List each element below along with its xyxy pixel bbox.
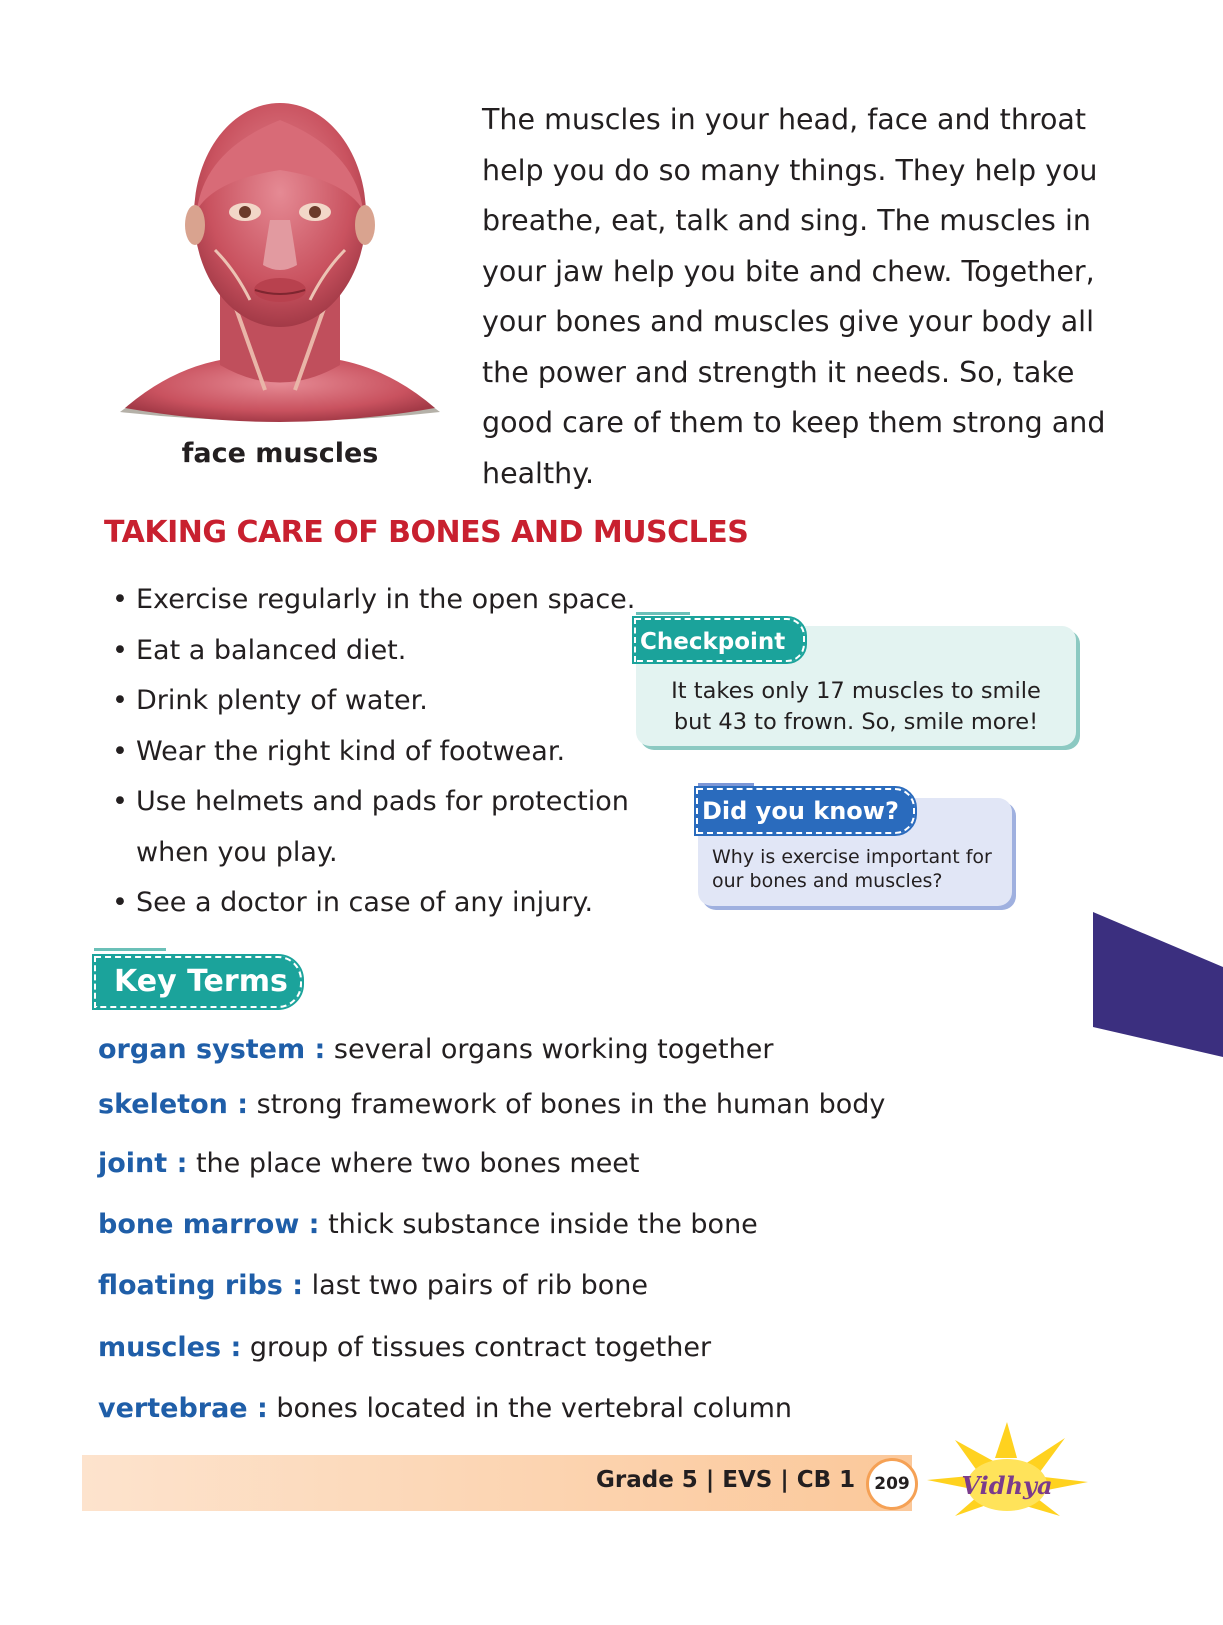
did-you-know-text: our bones and muscles? xyxy=(712,870,943,892)
bullet-icon: • xyxy=(112,584,128,615)
key-term: vertebrae : xyxy=(98,1393,268,1424)
key-term-row xyxy=(98,1148,640,1179)
list-item xyxy=(112,575,672,626)
intro-line: the power and strength it needs. So, take xyxy=(482,355,1075,389)
did-you-know-label: Did you know? xyxy=(696,788,915,834)
intro-line: good care of them to keep them strong and xyxy=(482,406,1106,439)
bullet-icon: • xyxy=(112,735,128,767)
list-item-text: Eat a balanced diet. xyxy=(136,634,407,666)
key-term-row xyxy=(98,1393,792,1424)
intro-line: healthy. xyxy=(482,456,595,490)
list-item-text: Exercise regularly in the open space. xyxy=(136,584,636,615)
key-term-definition: group of tissues contract together xyxy=(241,1332,712,1363)
checkpoint-label: Checkpoint xyxy=(634,618,805,662)
footer-book-info: Grade 5 | EVS | CB 1 xyxy=(596,1467,856,1493)
bullet-icon: • xyxy=(112,634,128,666)
figure-caption: face muscles xyxy=(181,438,379,469)
key-term-definition: last two pairs of rib bone xyxy=(303,1270,648,1301)
key-term: muscles : xyxy=(98,1332,242,1363)
key-term-row xyxy=(98,1270,648,1301)
bullet-icon: • xyxy=(112,887,128,918)
list-item-text: Wear the right kind of footwear. xyxy=(136,735,566,767)
bullet-icon: • xyxy=(112,786,128,817)
checkpoint-text: but 43 to frown. So, smile more! xyxy=(673,709,1039,735)
key-terms-label: Key Terms xyxy=(94,956,302,1008)
list-item-text: Use helmets and pads for protection xyxy=(136,786,629,817)
key-term: bone marrow : xyxy=(98,1209,320,1240)
intro-line: The muscles in your head, face and throat xyxy=(482,103,1087,136)
list-item xyxy=(112,777,672,828)
checkpoint-decoration xyxy=(636,612,690,615)
intro-paragraph xyxy=(482,95,1122,499)
key-term: organ system : xyxy=(98,1034,326,1065)
key-term-row xyxy=(98,1209,758,1240)
page-number: 209 xyxy=(866,1458,918,1510)
key-term-definition: bones located in the vertebral column xyxy=(267,1393,793,1424)
key-term-definition: several organs working together xyxy=(325,1034,774,1065)
list-item xyxy=(112,727,672,778)
vidhya-logo-icon xyxy=(925,1420,1090,1520)
key-term: skeleton : xyxy=(98,1089,249,1120)
key-term-definition: thick substance inside the bone xyxy=(319,1209,758,1240)
did-you-know-text: Why is exercise important for xyxy=(712,846,992,868)
key-term-row xyxy=(98,1332,711,1363)
intro-line: your bones and muscles give your body all xyxy=(482,305,1095,338)
care-tips-list xyxy=(112,575,672,929)
list-item-continuation: when you play. xyxy=(136,836,338,868)
svg-text:Vidhya: Vidhya xyxy=(961,1471,1053,1500)
section-heading: TAKING CARE OF BONES AND MUSCLES xyxy=(104,515,749,550)
bullet-icon: • xyxy=(112,685,128,716)
checkpoint-text: It takes only 17 muscles to smile xyxy=(671,678,1041,704)
list-item xyxy=(112,626,672,677)
intro-line: help you do so many things. They help you xyxy=(482,153,1098,187)
chapter-side-tab xyxy=(1093,912,1223,1057)
key-term: floating ribs : xyxy=(98,1270,304,1301)
list-item-text: Drink plenty of water. xyxy=(136,685,428,716)
key-term-definition: strong framework of bones in the human body xyxy=(248,1089,886,1120)
face-muscles-illustration xyxy=(115,100,445,445)
list-item-text: See a doctor in case of any injury. xyxy=(136,887,594,918)
key-term-row xyxy=(98,1089,885,1120)
intro-line: breathe, eat, talk and sing. The muscles in xyxy=(482,204,1091,237)
intro-line: your jaw help you bite and chew. Together, xyxy=(482,254,1095,288)
key-term-row xyxy=(98,1034,773,1065)
list-item xyxy=(112,676,672,727)
key-terms-decoration xyxy=(94,948,166,951)
list-item xyxy=(112,878,672,929)
key-term-definition: the place where two bones meet xyxy=(187,1148,640,1179)
key-term: joint : xyxy=(98,1148,188,1179)
did-you-know-decoration xyxy=(698,783,754,786)
